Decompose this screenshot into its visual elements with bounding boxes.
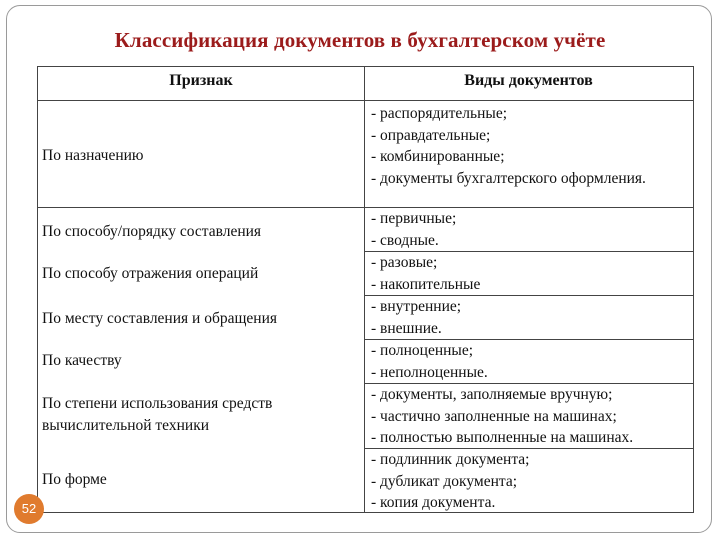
type-item: - накопительные <box>371 275 481 293</box>
feature-purpose: По назначению <box>42 147 144 164</box>
type-item: - внутренние; <box>371 298 462 315</box>
column-divider <box>364 67 365 512</box>
type-item: - оправдательные; <box>371 126 491 144</box>
type-item: - копия документа. <box>371 494 496 511</box>
type-item: - подлинник документа; <box>371 451 530 468</box>
type-item: - документы бухгалтерского оформления. <box>371 169 646 187</box>
type-item: - полноценные; <box>371 342 474 359</box>
feature-quality: По качеству <box>42 352 122 369</box>
type-item: - разовые; <box>371 254 438 271</box>
column-header-feature: Признак <box>169 72 233 89</box>
row-divider <box>38 207 693 208</box>
page-title: Классификация документов в бухгалтерском учёте <box>114 28 606 52</box>
page-number-badge: 52 <box>14 494 44 524</box>
type-item: - полностью выполненные на машинах. <box>371 429 634 446</box>
type-item: - сводные. <box>371 231 439 249</box>
feature-computing-line-2: вычислительной техники <box>42 417 210 434</box>
type-item: - комбинированные; <box>371 148 505 165</box>
type-item: - неполноценные. <box>371 363 488 381</box>
column-header-types: Виды документов <box>464 72 593 89</box>
type-item: - первичные; <box>371 210 457 227</box>
type-item: - документы, заполняемые вручную; <box>371 386 613 403</box>
feature-form: По форме <box>42 471 107 488</box>
feature-compilation: По способу/порядку составления <box>42 223 262 240</box>
type-item: - дубликат документа; <box>371 472 518 490</box>
feature-place: По месту составления и обращения <box>42 310 277 327</box>
header-divider <box>38 100 693 101</box>
type-item: - частично заполненные на машинах; <box>371 407 617 425</box>
feature-computing-line-1: По степени использования средств <box>42 395 273 412</box>
feature-reflection: По способу отражения операций <box>42 265 259 282</box>
type-item: - внешние. <box>371 319 442 337</box>
type-item: - распорядительные; <box>371 105 508 122</box>
classification-table <box>37 66 694 513</box>
